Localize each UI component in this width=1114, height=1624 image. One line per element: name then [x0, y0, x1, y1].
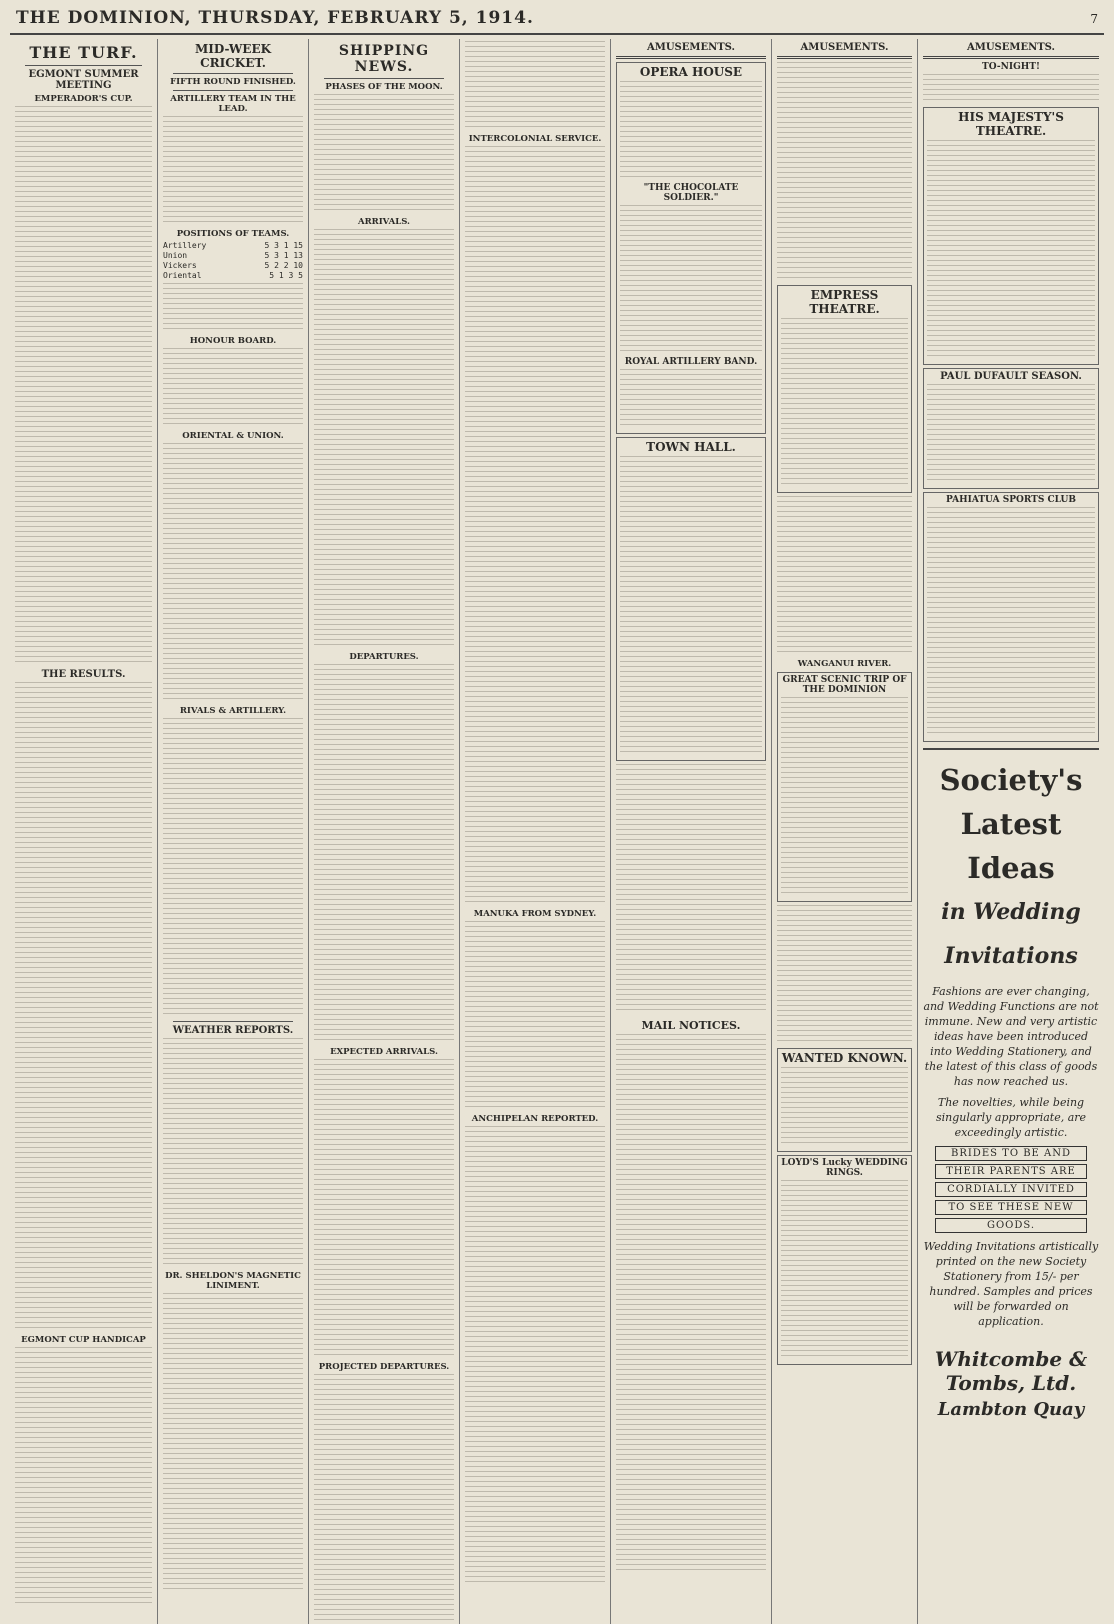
- sheldon-heading: DR. SHELDON'S MAGNETIC LINIMENT.: [165, 1271, 301, 1291]
- column-amusements-3: [918, 39, 1104, 1624]
- article-body: [465, 921, 605, 1111]
- projected-heading: PROJECTED DEPARTURES.: [318, 1362, 450, 1372]
- divider: [777, 56, 912, 59]
- ad-body: [781, 318, 908, 488]
- manuka-heading: MANUKA FROM SYDNEY.: [473, 909, 597, 919]
- ad-body: [777, 62, 912, 282]
- wanted-title: WANTED KNOWN.: [781, 1051, 908, 1065]
- article-body: [465, 1126, 605, 1586]
- majesty-title: HIS MAJESTY'S THEATRE.: [958, 110, 1064, 138]
- band-title: ROYAL ARTILLERY BAND.: [624, 357, 758, 367]
- sports-ad: [923, 492, 1099, 742]
- oriental-heading: ORIENTAL & UNION.: [182, 431, 284, 441]
- masthead: [10, 6, 1104, 35]
- scores-body: [163, 443, 303, 703]
- ad-body-text-2: The novelties, while being singularly appropriate, are exceedingly artistic.: [935, 1096, 1087, 1139]
- wanted-ad: [777, 1048, 912, 1152]
- column-intercolonial: [460, 39, 611, 1624]
- ad-box-line: TO SEE THESE NEW: [935, 1200, 1087, 1215]
- amusements-heading: AMUSEMENTS.: [646, 42, 735, 53]
- hall-title: TOWN HALL.: [646, 440, 736, 454]
- ad-firm: Whitcombe & Tombs, Ltd.: [934, 1347, 1088, 1395]
- opera-title: OPERA HOUSE: [639, 65, 743, 79]
- turf-heading: THE TURF.: [29, 43, 138, 62]
- team-name: Vickers: [163, 261, 197, 270]
- weather-body: [163, 1038, 303, 1268]
- egmont-heading: EGMONT SUMMER MEETING: [28, 69, 139, 91]
- ad-body-text: Fashions are ever changing, and Wedding Functions are not immune. New and very artistic ideas have been introduced into Wedding Stationery, and the latest of this class of goods has now reached us.: [923, 985, 1099, 1088]
- ad-body: [927, 507, 1095, 737]
- team-stats: 5 2 2 10: [264, 261, 303, 270]
- article-body: [163, 348, 303, 428]
- expected-body: [314, 1059, 454, 1359]
- emperador-heading: EMPERADOR'S CUP.: [34, 94, 133, 104]
- ad-box-line: CORDIALLY INVITED: [935, 1182, 1087, 1197]
- divider: [324, 78, 444, 79]
- weather-heading: WEATHER REPORTS.: [172, 1025, 294, 1036]
- moon-body: [314, 94, 454, 214]
- team-row: [163, 241, 303, 251]
- scores-body: [163, 718, 303, 1018]
- ad-body: [923, 74, 1099, 104]
- wanganui-heading: WANGANUI RIVER.: [797, 659, 892, 669]
- moon-heading: PHASES OF THE MOON.: [325, 82, 443, 92]
- ad-body: [927, 384, 1095, 484]
- positions-table: [163, 241, 303, 281]
- tonight-label: TO-NIGHT!: [982, 62, 1040, 72]
- article-body: [15, 1347, 152, 1607]
- ad-body: [163, 1293, 303, 1593]
- cricket-header: [163, 42, 303, 70]
- ad-box-line: GOODS.: [935, 1218, 1087, 1233]
- mail-heading: MAIL NOTICES.: [641, 1019, 741, 1032]
- divider: [25, 65, 142, 66]
- ad-body: [620, 369, 762, 429]
- departures-body: [314, 664, 454, 1044]
- ad-box-line: BRIDES TO BE AND: [935, 1146, 1087, 1161]
- scenic-ad: [777, 672, 912, 902]
- team-stats: 5 3 1 15: [264, 241, 303, 250]
- article-body: [465, 146, 605, 906]
- departures-heading: DEPARTURES.: [349, 652, 419, 662]
- ad-body: [927, 140, 1095, 360]
- sports-title: PAHIATUA SPORTS CLUB: [946, 495, 1076, 505]
- chocolate-title: "THE CHOCOLATE SOLDIER.": [643, 183, 739, 203]
- team-row: [163, 251, 303, 261]
- ad-body: [777, 496, 912, 656]
- cricket-sub1: FIFTH ROUND FINISHED.: [170, 77, 296, 87]
- column-amusements-1: [611, 39, 772, 1624]
- columns: [10, 39, 1104, 1624]
- ad-body: [777, 905, 912, 1045]
- shipping-heading: SHIPPING NEWS.: [338, 43, 430, 75]
- majesty-ad: [923, 107, 1099, 365]
- article-body: [163, 283, 303, 333]
- article-body: [616, 764, 766, 1014]
- ad-body: [781, 1180, 908, 1360]
- team-stats: 5 3 1 13: [264, 251, 303, 260]
- column-amusements-2: [772, 39, 918, 1624]
- dufault-title: PAUL DUFAULT SEASON.: [940, 371, 1082, 382]
- mail-body: [616, 1034, 766, 1574]
- column-cricket: [158, 39, 309, 1624]
- team-name: Oriental: [163, 271, 202, 280]
- cricket-sub2: ARTILLERY TEAM IN THE LEAD.: [170, 94, 296, 114]
- masthead-title: THE DOMINION, THURSDAY, FEBRUARY 5, 1914.: [16, 8, 534, 28]
- amusements-heading-2: AMUSEMENTS.: [800, 42, 889, 53]
- opera-house-ad: [616, 62, 766, 434]
- column-shipping: [309, 39, 460, 1624]
- positions-heading: POSITIONS OF TEAMS.: [176, 229, 290, 239]
- intercolonial-heading: INTERCOLONIAL SERVICE.: [468, 134, 602, 144]
- article-body: [163, 116, 303, 226]
- ad-place: Lambton Quay: [937, 1399, 1085, 1420]
- dufault-ad: [923, 368, 1099, 489]
- egmont-cup-heading: EGMONT CUP HANDICAP: [21, 1335, 146, 1345]
- honour-heading: HONOUR BOARD.: [189, 336, 277, 346]
- ad-headline-2: in Wedding Invitations: [941, 899, 1081, 969]
- rings-title: LOYD'S Lucky WEDDING RINGS.: [781, 1158, 908, 1178]
- article-body: [465, 41, 605, 131]
- rings-ad: [777, 1155, 912, 1365]
- divider: [173, 73, 293, 74]
- team-name: Artillery: [163, 241, 207, 250]
- results-heading: THE RESULTS.: [41, 669, 126, 680]
- wedding-invitations-ad: [923, 748, 1099, 1420]
- ad-body: [781, 1067, 908, 1147]
- archipelago-heading: ANCHIPELAN REPORTED.: [471, 1114, 599, 1124]
- team-row: [163, 271, 303, 281]
- divider: [616, 56, 766, 59]
- article-body: [15, 106, 152, 666]
- scenic-title: GREAT SCENIC TRIP OF THE DOMINION: [782, 675, 907, 695]
- team-name: Union: [163, 251, 188, 260]
- team-row: [163, 261, 303, 271]
- divider: [173, 1021, 293, 1022]
- ad-body: [620, 456, 762, 756]
- ad-box-line: THEIR PARENTS ARE: [935, 1164, 1087, 1179]
- team-stats: 5 1 3 5: [269, 271, 303, 280]
- arrivals-body: [314, 229, 454, 649]
- ad-body: [620, 205, 762, 355]
- town-hall-ad: [616, 437, 766, 761]
- arrivals-heading: ARRIVALS.: [357, 217, 410, 227]
- article-body: [15, 682, 152, 1332]
- ad-body: [781, 697, 908, 897]
- cricket-heading: MID-WEEK CRICKET.: [194, 42, 272, 70]
- empress-ad: [777, 285, 912, 493]
- empress-title: EMPRESS THEATRE.: [809, 288, 880, 316]
- amusements-heading-3: AMUSEMENTS.: [966, 42, 1055, 53]
- expected-heading: EXPECTED ARRIVALS.: [330, 1047, 438, 1057]
- ad-headline-1: Society's Latest Ideas: [939, 763, 1083, 885]
- divider: [173, 90, 293, 91]
- ad-body: [620, 81, 762, 181]
- column-turf: [10, 39, 158, 1624]
- divider: [923, 56, 1099, 59]
- ad-body-text-3: Wedding Invitations artistically printed on the new Society Stationery from 15/- per hundred. Samples and prices will be forwarded on application.: [923, 1240, 1099, 1328]
- page-number: 7: [1090, 12, 1098, 26]
- rivals-heading: RIVALS & ARTILLERY.: [179, 706, 287, 716]
- projected-body: [314, 1374, 454, 1624]
